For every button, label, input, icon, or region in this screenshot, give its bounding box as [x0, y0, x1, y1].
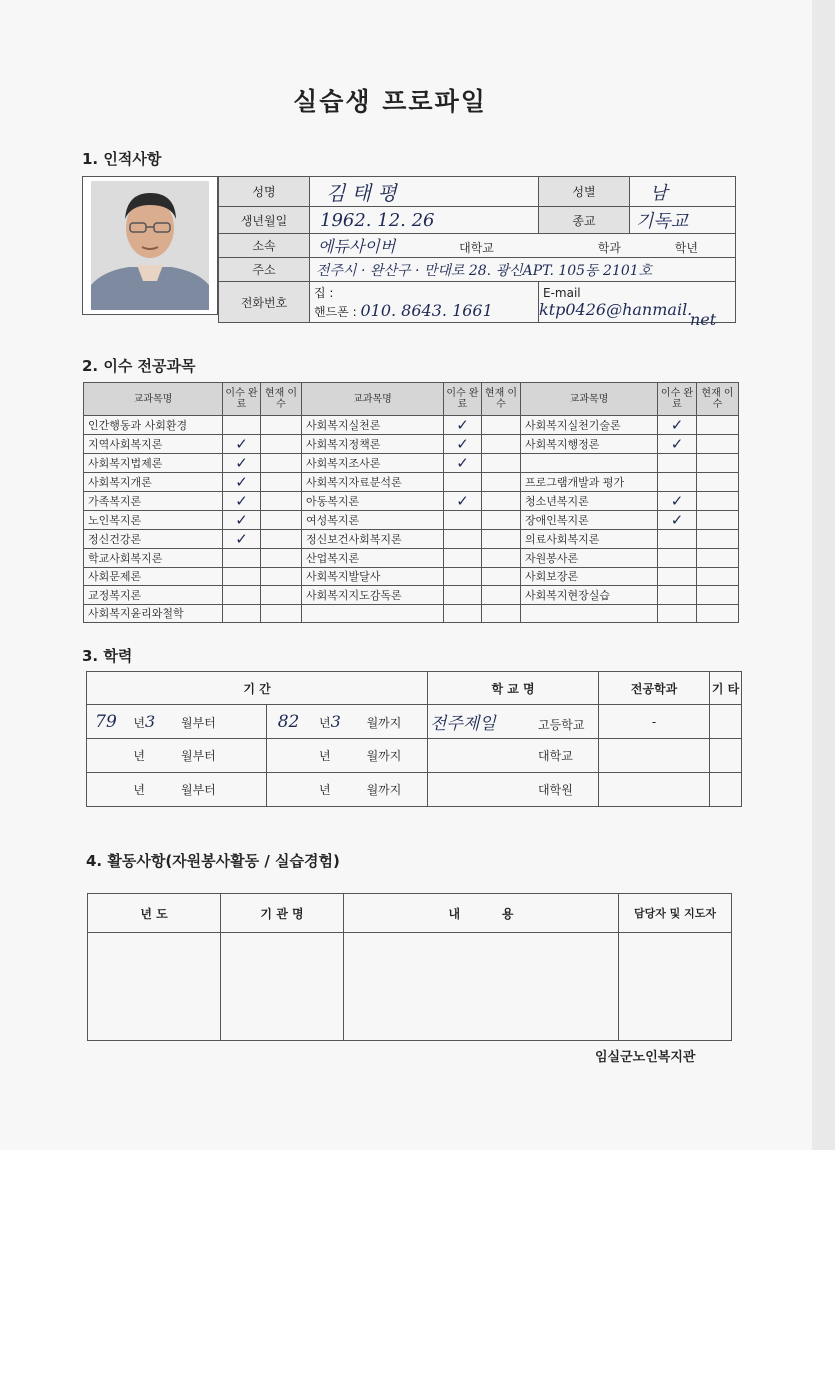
course-current-cell: [261, 567, 302, 586]
col-done: 이수 완료: [444, 383, 482, 416]
table-row: [84, 586, 739, 605]
school-cell: [428, 739, 599, 773]
table-row: [84, 604, 739, 623]
course-done-check: ✓: [223, 473, 261, 492]
course-done-check: ✓: [658, 416, 697, 435]
course-done-check: [444, 511, 482, 530]
course-name: 정신보건사회복지론: [302, 530, 444, 549]
course-current-cell: [697, 416, 739, 435]
courses-table: [83, 382, 739, 623]
course-done-check: [444, 567, 482, 586]
course-done-check: ✓: [658, 435, 697, 454]
col-current: 현재 이수: [482, 383, 521, 416]
col-done: 이수 완료: [658, 383, 697, 416]
table-row: [87, 739, 742, 773]
course-name: 자원봉사론: [521, 549, 658, 568]
course-name: 장애인복지론: [521, 511, 658, 530]
course-name: 사회보장론: [521, 567, 658, 586]
course-current-cell: [261, 435, 302, 454]
person-portrait-icon: [91, 181, 209, 310]
course-current-cell: [261, 530, 302, 549]
course-name: 사회문제론: [84, 567, 223, 586]
course-name: 사회복지정책론: [302, 435, 444, 454]
course-done-check: [223, 604, 261, 623]
grade-suffix: 학년: [674, 241, 698, 255]
table-row: [84, 492, 739, 511]
school-type: 대학원: [538, 783, 573, 797]
course-done-check: ✓: [444, 492, 482, 511]
course-name: 프로그램개발과 평가: [521, 473, 658, 492]
period-from-cell: [87, 773, 267, 807]
col-current: 현재 이수: [697, 383, 739, 416]
course-current-cell: [482, 511, 521, 530]
col-period: 기 간: [87, 672, 428, 705]
course-current-cell: [697, 473, 739, 492]
footer-organization: 임실군노인복지관: [595, 1050, 696, 1065]
education-table: [86, 671, 742, 807]
course-name: 사회복지발달사: [302, 567, 444, 586]
profile-photo: [82, 176, 218, 315]
course-done-check: [444, 549, 482, 568]
course-name: 의료사회복지론: [521, 530, 658, 549]
table-row: [84, 435, 739, 454]
course-name: 여성복지론: [302, 511, 444, 530]
course-current-cell: [697, 492, 739, 511]
course-name: 산업복지론: [302, 549, 444, 568]
to-year-value: 82: [277, 711, 300, 732]
activity-org-cell: [221, 933, 344, 1041]
affiliation-value: 에듀사이버: [318, 237, 396, 256]
course-current-cell: [482, 416, 521, 435]
course-current-cell: [261, 604, 302, 623]
activity-year-cell: [88, 933, 221, 1041]
etc-cell: [710, 705, 742, 739]
course-done-check: [658, 604, 697, 623]
table-row: [87, 773, 742, 807]
period-to-cell: [266, 773, 427, 807]
university-suffix: 대학교: [459, 241, 494, 255]
year-word: 년: [133, 715, 145, 730]
course-name: 교정복지론: [84, 586, 223, 605]
school-cell: [428, 705, 599, 739]
email-value: ktp0426@hanmail.: [539, 299, 693, 319]
course-current-cell: [482, 473, 521, 492]
course-done-check: [444, 586, 482, 605]
course-current-cell: [261, 586, 302, 605]
address-value: 전주시 · 완산구 · 만대로 28. 광신APT. 105동 2101호: [316, 262, 653, 279]
course-current-cell: [697, 454, 739, 473]
course-current-cell: [697, 549, 739, 568]
mobile-value: 010. 8643. 1661: [360, 300, 493, 320]
col-major: 전공학과: [599, 672, 710, 705]
name-value: 김 태 평: [326, 181, 397, 205]
course-current-cell: [261, 549, 302, 568]
course-current-cell: [697, 604, 739, 623]
course-done-check: [658, 454, 697, 473]
course-name: 사회복지조사론: [302, 454, 444, 473]
birth-label: 생년월일: [219, 207, 310, 234]
table-row: [84, 567, 739, 586]
major-cell: [599, 739, 710, 773]
school-type: 대학교: [538, 749, 573, 763]
school-name-value: 전주제일: [430, 714, 496, 734]
course-done-check: [444, 604, 482, 623]
col-year: 년 도: [88, 894, 221, 933]
course-done-check: ✓: [658, 511, 697, 530]
to-word: 월까지: [366, 715, 402, 730]
religion-value: 기독교: [636, 211, 689, 232]
course-done-check: ✓: [444, 435, 482, 454]
year-word: 년: [133, 783, 145, 797]
course-current-cell: [482, 530, 521, 549]
table-row: [87, 705, 742, 739]
table-row: [84, 473, 739, 492]
activity-content-cell: [344, 933, 619, 1041]
from-word: 월부터: [181, 749, 216, 763]
school-type: 고등학교: [538, 718, 585, 732]
table-row: [84, 511, 739, 530]
course-done-check: ✓: [223, 530, 261, 549]
address-label: 주소: [219, 258, 310, 282]
from-word: 월부터: [181, 783, 216, 797]
course-name: 사회복지법제론: [84, 454, 223, 473]
course-name: 사회복지자료분석론: [302, 473, 444, 492]
table-row: [84, 549, 739, 568]
col-subject: 교과목명: [521, 383, 658, 416]
course-current-cell: [261, 416, 302, 435]
course-done-check: ✓: [223, 511, 261, 530]
col-content: 내 용: [344, 894, 619, 933]
course-current-cell: [261, 511, 302, 530]
gender-label: 성별: [539, 177, 630, 207]
table-row: [84, 416, 739, 435]
home-phone-label: 집 :: [314, 285, 334, 300]
period-from-cell: [87, 739, 267, 773]
col-done: 이수 완료: [223, 383, 261, 416]
to-word: 월까지: [366, 783, 402, 797]
col-manager: 담당자 및 지도자: [619, 894, 732, 933]
birth-value: 1962. 12. 26: [320, 209, 435, 231]
etc-cell: [710, 739, 742, 773]
course-name: 학교사회복지론: [84, 549, 223, 568]
course-name: 지역사회복지론: [84, 435, 223, 454]
course-name: 인간행동과 사회환경: [84, 416, 223, 435]
col-subject: 교과목명: [302, 383, 444, 416]
course-current-cell: [482, 492, 521, 511]
course-current-cell: [482, 454, 521, 473]
activity-manager-cell: [619, 933, 732, 1041]
gender-value: 남: [650, 182, 668, 204]
from-month-value: 3: [145, 711, 156, 731]
phone-label: 전화번호: [219, 282, 310, 323]
course-done-check: ✓: [444, 454, 482, 473]
course-name: 사회복지실천론: [302, 416, 444, 435]
personal-info-table: [218, 176, 736, 323]
major-cell: -: [599, 705, 710, 739]
course-name: 사회복지실천기술론: [521, 416, 658, 435]
course-name: 정신건강론: [84, 530, 223, 549]
affiliation-label: 소속: [219, 234, 310, 258]
course-done-check: ✓: [444, 416, 482, 435]
course-done-check: [223, 586, 261, 605]
period-to-cell: [266, 705, 427, 739]
religion-label: 종교: [539, 207, 630, 234]
table-row: [84, 530, 739, 549]
section-heading-courses: 2. 이수 전공과목: [82, 357, 196, 375]
course-name: 청소년복지론: [521, 492, 658, 511]
from-word: 월부터: [181, 715, 216, 730]
course-current-cell: [697, 530, 739, 549]
course-current-cell: [482, 604, 521, 623]
name-label: 성명: [219, 177, 310, 207]
to-month-value: 3: [330, 711, 341, 731]
course-done-check: ✓: [658, 492, 697, 511]
etc-cell: [710, 773, 742, 807]
course-current-cell: [261, 473, 302, 492]
section-heading-education: 3. 학력: [82, 647, 133, 665]
col-etc: 기 타: [710, 672, 742, 705]
course-name: [521, 454, 658, 473]
course-current-cell: [261, 492, 302, 511]
course-name: 사회복지행정론: [521, 435, 658, 454]
course-done-check: [223, 416, 261, 435]
year-word: 년: [318, 783, 331, 797]
col-school: 학 교 명: [428, 672, 599, 705]
course-name: 가족복지론: [84, 492, 223, 511]
course-done-check: [658, 586, 697, 605]
page-title: 실습생 프로파일: [293, 87, 487, 116]
course-current-cell: [697, 567, 739, 586]
course-name: 사회복지지도감독론: [302, 586, 444, 605]
section-heading-personal: 1. 인적사항: [82, 150, 162, 168]
course-name: [302, 604, 444, 623]
table-row: [84, 454, 739, 473]
course-current-cell: [482, 549, 521, 568]
course-done-check: [223, 567, 261, 586]
department-suffix: 학과: [597, 241, 621, 255]
course-current-cell: [697, 511, 739, 530]
course-name: 사회복지윤리와철학: [84, 604, 223, 623]
from-year-value: 79: [95, 711, 117, 732]
course-current-cell: [261, 454, 302, 473]
year-word: 년: [133, 749, 145, 763]
year-word: 년: [318, 715, 331, 730]
course-done-check: [658, 473, 697, 492]
col-subject: 교과목명: [84, 383, 223, 416]
course-name: [521, 604, 658, 623]
course-done-check: [223, 549, 261, 568]
year-word: 년: [318, 749, 331, 763]
period-from-cell: [87, 705, 267, 739]
course-current-cell: [697, 586, 739, 605]
course-done-check: [444, 473, 482, 492]
course-done-check: ✓: [223, 492, 261, 511]
to-word: 월까지: [366, 749, 402, 763]
course-done-check: ✓: [223, 454, 261, 473]
course-current-cell: [482, 586, 521, 605]
course-done-check: [658, 530, 697, 549]
period-to-cell: [266, 739, 427, 773]
course-done-check: ✓: [223, 435, 261, 454]
scan-edge: [812, 0, 835, 1150]
course-name: 사회복지현장실습: [521, 586, 658, 605]
course-done-check: [658, 567, 697, 586]
section-heading-activity: 4. 활동사항(자원봉사활동 / 실습경험): [86, 852, 340, 870]
course-done-check: [444, 530, 482, 549]
course-name: 노인복지론: [84, 511, 223, 530]
course-name: 사회복지개론: [84, 473, 223, 492]
course-current-cell: [482, 435, 521, 454]
col-current: 현재 이수: [261, 383, 302, 416]
email-label: E-mail: [543, 285, 581, 300]
mobile-label: 핸드폰 :: [314, 304, 357, 319]
course-done-check: [658, 549, 697, 568]
school-cell: [428, 773, 599, 807]
activity-table: [87, 893, 732, 1041]
course-name: 아동복지론: [302, 492, 444, 511]
major-cell: [599, 773, 710, 807]
col-organization: 기 관 명: [221, 894, 344, 933]
course-current-cell: [697, 435, 739, 454]
email-value-continued: net: [690, 310, 717, 329]
course-current-cell: [482, 567, 521, 586]
